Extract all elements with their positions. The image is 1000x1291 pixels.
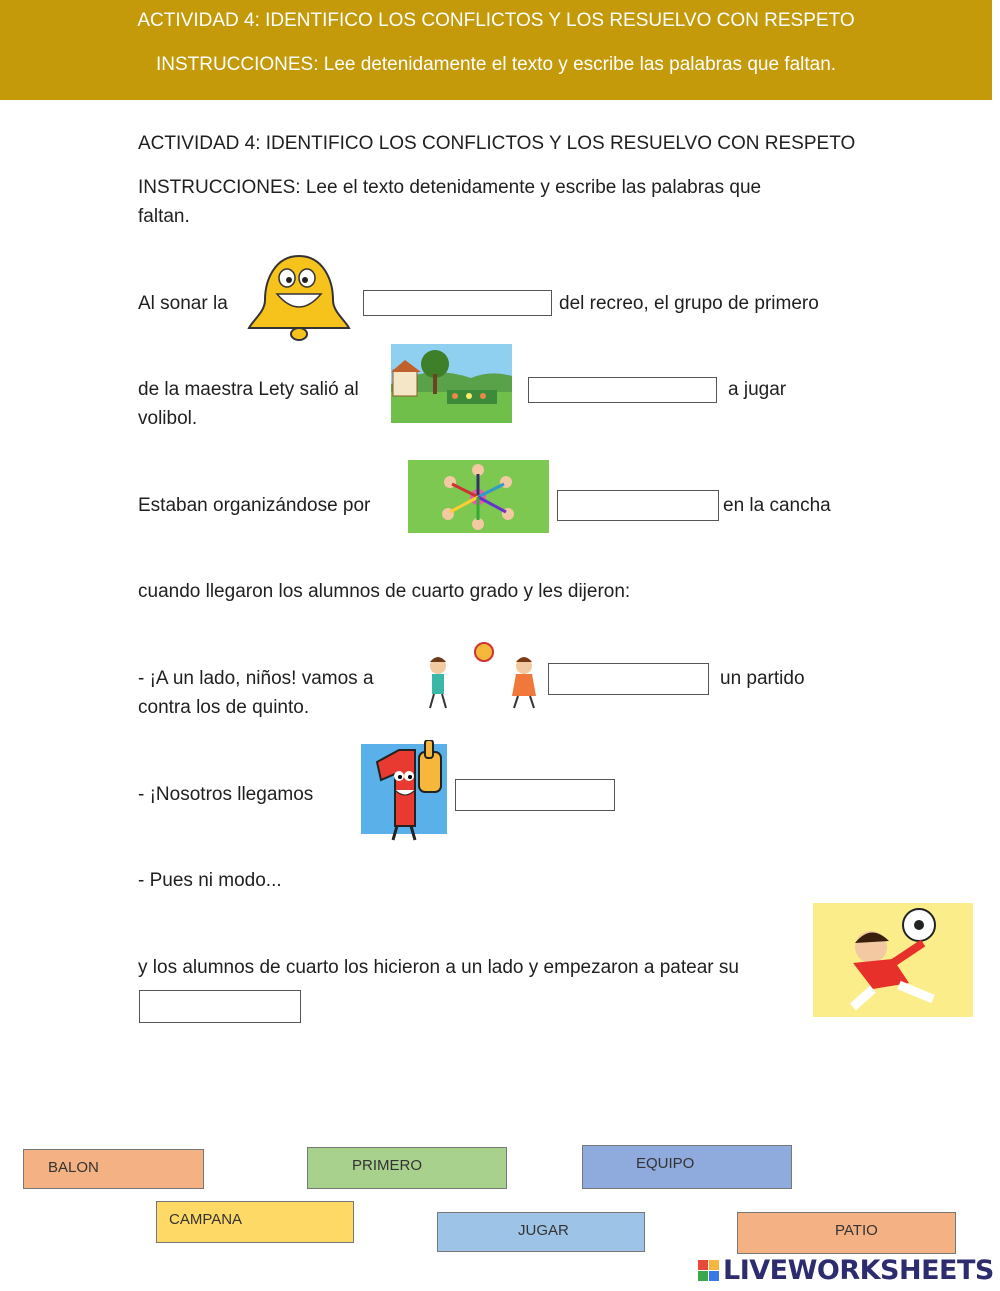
sentence-5-continuation: contra los de quinto.: [138, 697, 310, 718]
sentence-5-end: un partido: [720, 668, 805, 689]
header-instructions: INSTRUCCIONES: Lee detenidamente el texto y escribe las palabras que faltan.: [155, 54, 837, 75]
sentence-5-start: - ¡A un lado, niños! vamos a: [138, 668, 374, 689]
sentence-2-end: a jugar: [728, 379, 787, 400]
answer-blank-5[interactable]: [455, 779, 615, 811]
bell-icon: [245, 250, 353, 344]
schoolyard-picture: [391, 344, 512, 423]
sentence-1-start: Al sonar la: [138, 293, 228, 314]
liveworksheets-wordmark: LIVEWORKSHEETS: [723, 1254, 994, 1286]
word-card-label: PATIO: [835, 1222, 878, 1239]
sentence-8: y los alumnos de cuarto los hicieron a un lado y empezaron a patear su: [138, 957, 739, 978]
liveworksheets-mark-icon: [698, 1260, 719, 1281]
answer-blank-3[interactable]: [557, 490, 719, 521]
answer-blank-6[interactable]: [139, 990, 301, 1023]
instructions-line-1: INSTRUCCIONES: Lee el texto detenidamente y escribe las palabras que: [138, 177, 762, 198]
answer-blank-1[interactable]: [363, 290, 552, 316]
word-card-label: JUGAR: [518, 1222, 569, 1239]
word-card-patio[interactable]: [737, 1212, 956, 1254]
sentence-1-end: del recreo, el grupo de primero: [559, 293, 819, 314]
word-card-campana[interactable]: [156, 1201, 354, 1243]
sentence-6: - ¡Nosotros llegamos: [138, 784, 314, 805]
word-card-label: EQUIPO: [636, 1155, 695, 1172]
word-card-label: PRIMERO: [352, 1157, 423, 1174]
word-card-primero[interactable]: [307, 1147, 507, 1189]
answer-blank-4[interactable]: [548, 663, 709, 695]
header-banner: [0, 0, 992, 100]
number-one-mascot-icon: [355, 740, 451, 844]
sentence-4: cuando llegaron los alumnos de cuarto grado y les dijeron:: [138, 581, 631, 602]
word-card-label: BALON: [48, 1159, 99, 1176]
word-card-label: CAMPANA: [169, 1211, 243, 1228]
children-circle-picture: [408, 460, 549, 533]
instructions-line-2: faltan.: [138, 206, 190, 227]
liveworksheets-logo: [698, 1252, 994, 1288]
sentence-2-continuation: volibol.: [138, 408, 198, 429]
word-card-jugar[interactable]: [437, 1212, 645, 1252]
word-card-equipo[interactable]: [582, 1145, 792, 1189]
sentence-3-start: Estaban organizándose por: [138, 495, 371, 516]
activity-title: ACTIVIDAD 4: IDENTIFICO LOS CONFLICTOS Y LOS RESUELVO CON RESPETO: [138, 133, 856, 154]
sentence-3-end: en la cancha: [723, 495, 831, 516]
boy-kicking-ball-picture: [813, 903, 973, 1017]
kids-playing-ball-picture: [420, 640, 547, 712]
header-title: ACTIVIDAD 4: IDENTIFICO LOS CONFLICTOS Y LOS RESUELVO CON RESPETO: [137, 10, 855, 31]
word-card-balon[interactable]: [23, 1149, 204, 1189]
answer-blank-2[interactable]: [528, 377, 717, 403]
sentence-2-start: de la maestra Lety salió al: [138, 379, 359, 400]
sentence-7: - Pues ni modo...: [138, 870, 282, 891]
